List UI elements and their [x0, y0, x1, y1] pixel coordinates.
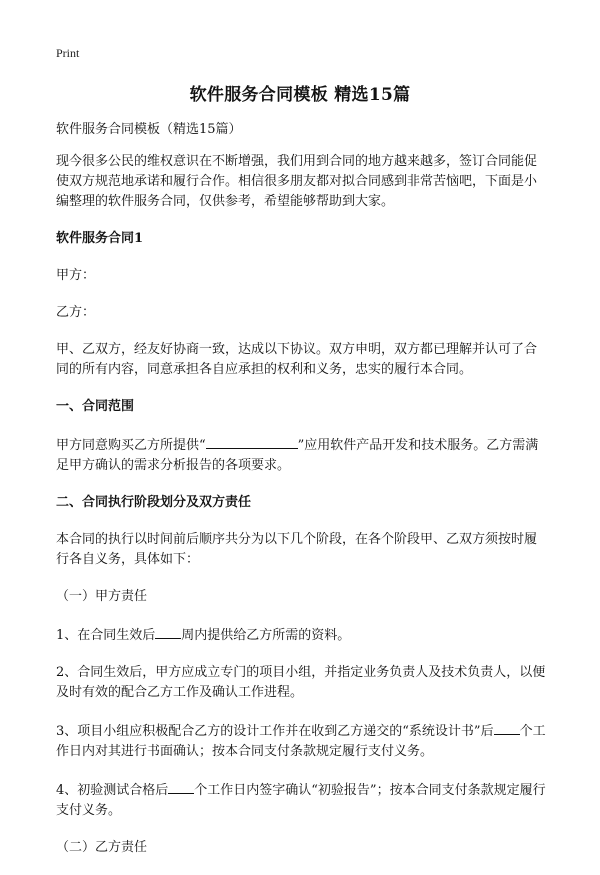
- item-1: [56, 624, 548, 646]
- section1-heading: 一、合同范围: [56, 399, 135, 414]
- section2-intro: 本合同的执行以时间前后顺序共分为以下几个阶段，在各个阶段甲、乙双方须按时履行各自义务，具体如下：: [56, 532, 538, 567]
- blank-line: [494, 720, 520, 735]
- section1-paragraph: [56, 434, 548, 476]
- item1-text-b: 周内提供给乙方所需的资料。: [181, 628, 351, 643]
- contract-heading: 软件服务合同1: [56, 231, 144, 246]
- blank-line: [206, 434, 298, 449]
- item4-text-a: 4、初验测试合格后: [56, 783, 169, 798]
- document-body: [56, 120, 548, 875]
- item4-text-b: 个工作日内签字确认“初验报告”；按本合同支付条款规定履行支付义务。: [56, 783, 546, 818]
- intro-paragraph: 现今很多公民的维权意识在不断增强，我们用到合同的地方越来越多，签订合同能促使双方规范地承诺和履行合作。相信很多朋友都对拟合同感到非常苦恼吧，下面是小编整理的软件服务合同，仅供参考，希望能够帮助到大家。: [56, 154, 538, 209]
- item-2: 2、合同生效后，甲方应成立专门的项目小组，并指定业务负责人及技术负责人，以便及时有效的配合乙方工作及确认工作进程。: [56, 665, 546, 700]
- party-a-duty-heading: （一）甲方责任: [56, 589, 148, 604]
- blank-line: [168, 779, 194, 794]
- blank-line: [155, 624, 181, 639]
- item3-text-a: 3、项目小组应积极配合乙方的设计工作并在收到乙方递交的“系统设计书”后: [56, 724, 494, 739]
- item1-text-a: 1、在合同生效后: [56, 628, 156, 643]
- section1-text-b: ”应用软件产品开发和技术服务。乙方需满足甲方确认的需求分析报告的各项要求。: [56, 438, 539, 473]
- document-subtitle: 软件服务合同模板（精选15篇）: [56, 122, 242, 137]
- agreement-paragraph: 甲、乙双方，经友好协商一致，达成以下协议。双方申明，双方都已理解并认可了合同的所有内容，同意承担各自应承担的权利和义务，忠实的履行本合同。: [56, 342, 538, 377]
- section1-text-a: 甲方同意购买乙方所提供“: [56, 438, 206, 453]
- item-4: [56, 779, 548, 821]
- item-3: [56, 720, 548, 762]
- party-b-duty-heading: （二）乙方责任: [56, 840, 148, 855]
- party-a-line: 甲方：: [56, 268, 96, 283]
- party-b-line: 乙方：: [56, 305, 96, 320]
- print-link[interactable]: Print: [56, 46, 80, 60]
- document-title: 软件服务合同模板 精选15篇: [189, 85, 411, 105]
- section2-heading: 二、合同执行阶段划分及双方责任: [56, 495, 252, 510]
- item3-text-b: 个工作日内对其进行书面确认；按本合同支付条款规定履行支付义务。: [56, 724, 546, 759]
